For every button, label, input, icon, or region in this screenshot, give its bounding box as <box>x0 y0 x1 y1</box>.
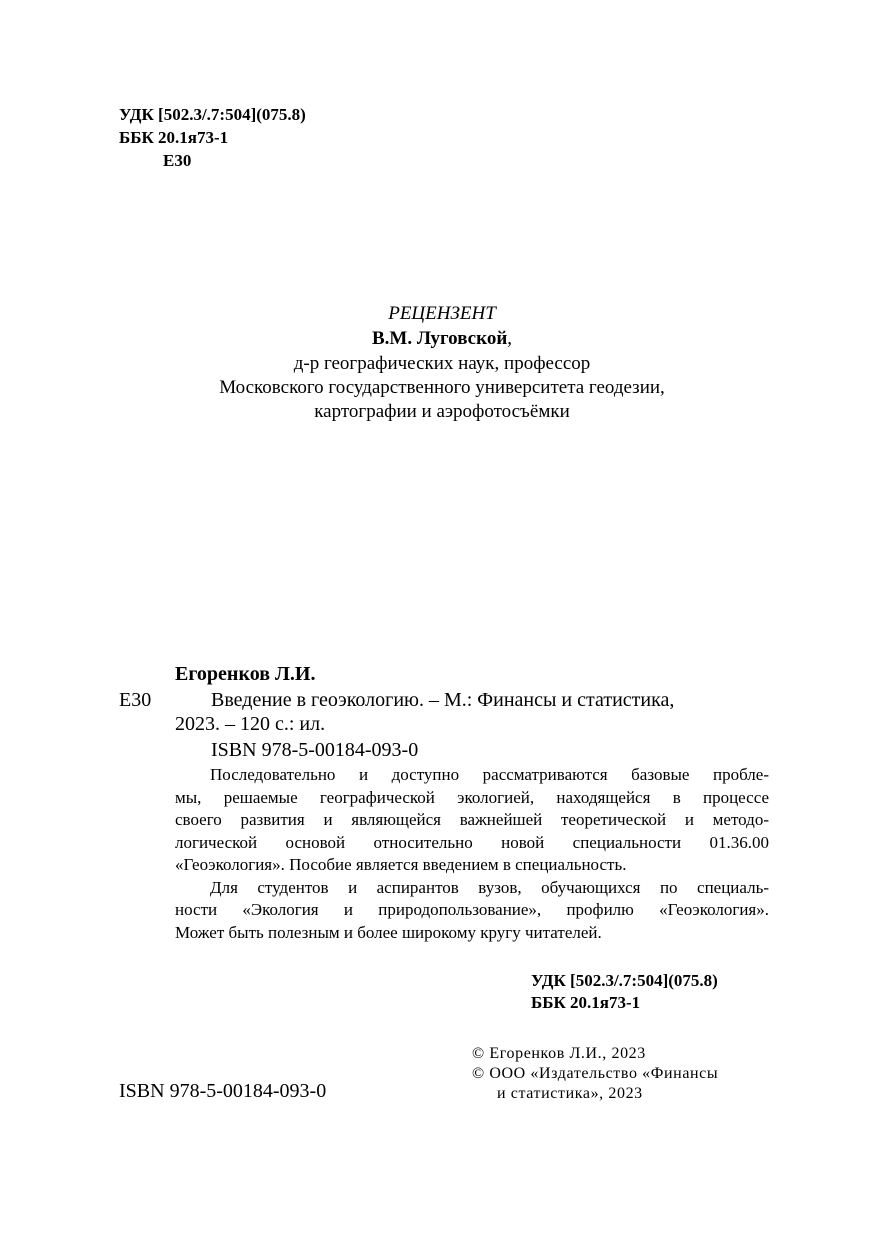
reviewer-affiliation-2: картографии и аэрофотосъёмки <box>314 401 570 422</box>
card-title-line-1: Введение в геоэкологию. – М.: Финансы и статистика, <box>211 689 675 711</box>
footer-isbn: ISBN 978-5-00184-093-0 <box>119 1080 327 1102</box>
author-mark: Е30 <box>163 151 192 170</box>
bbk-code: ББК 20.1я73-1 <box>119 128 229 147</box>
card-isbn: ISBN 978-5-00184-093-0 <box>211 739 419 761</box>
card-abstract <box>175 764 769 944</box>
copyright-publisher: © ООО «Издательство «Финансы <box>472 1065 719 1082</box>
footer-udk-code: УДК [502.3/.7:504](075.8) <box>531 971 718 990</box>
reviewer-heading: РЕЦЕНЗЕНТ <box>388 303 496 324</box>
card-title-line-2: 2023. – 120 с.: ил. <box>175 713 326 735</box>
udk-code: УДК [502.3/.7:504](075.8) <box>119 105 306 124</box>
reviewer-degree: д-р географических наук, профессор <box>293 353 591 374</box>
audience-line: Для студентов и аспирантов вузов, обучающихся по специаль- <box>210 877 769 897</box>
abstract-line: «Геоэкология». Пособие является введением в специальность. <box>175 855 627 874</box>
audience-line: Может быть полезным и более широкому кругу читателей. <box>175 922 602 942</box>
copyright-author: © Егоренков Л.И., 2023 <box>472 1045 646 1062</box>
reviewer-affiliation-1: Московского государственного университета геодезии, <box>219 377 665 398</box>
audience-line: ности «Экология и природопользование», профилю «Геоэкология». <box>175 900 769 919</box>
abstract-line: своего развития и являющейся важнейшей теоретической и методо- <box>175 810 769 829</box>
abstract-line: логической основой относительно новой специальности 01.36.00 <box>175 832 769 852</box>
reviewer-name: В.М. Луговской <box>371 328 508 349</box>
footer-bbk-code: ББК 20.1я73-1 <box>531 993 641 1012</box>
card-author: Егоренков Л.И. <box>175 663 316 685</box>
abstract-line: Последовательно и доступно рассматриваются базовые пробле- <box>210 765 769 784</box>
reviewer-name-comma: , <box>507 328 513 349</box>
card-author-mark: Е30 <box>119 689 152 711</box>
copyright-publisher-cont: и статистика», 2023 <box>497 1085 643 1102</box>
reviewer-name-line <box>120 327 764 350</box>
abstract-line: мы, решаемые географической экологией, находящейся в процессе <box>175 787 769 807</box>
